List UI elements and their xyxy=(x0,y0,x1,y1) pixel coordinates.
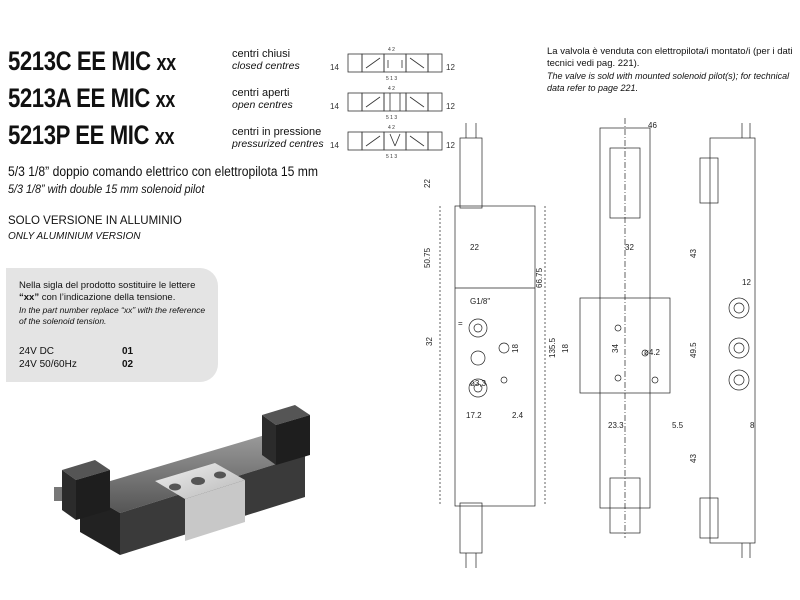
svg-text:12: 12 xyxy=(446,63,455,72)
side-view-left xyxy=(440,123,545,568)
dim-hole-33: ø3,3 xyxy=(470,379,487,388)
pilot-note: La valvola è venduta con elettropilota/i montato/i (per i dati tecnici vedi pag. 221). The valve is sold with mounted solenoid pilot(s); for technical data refer to page 221. xyxy=(547,46,793,93)
dim-8: 8 xyxy=(750,421,755,430)
model-title-c: 5213C EE MIC xx xyxy=(8,46,176,76)
valve-symbol-open xyxy=(330,86,455,121)
infobox-text-it: Nella sigla del prodotto sostituire le lettere “xx” con l’indicazione della tensione. xyxy=(19,280,196,303)
svg-text:12: 12 xyxy=(446,141,455,150)
svg-text:14: 14 xyxy=(330,102,339,111)
valve-symbol-closed xyxy=(330,47,455,82)
svg-text:5 1 3: 5 1 3 xyxy=(386,115,398,121)
infobox-text-en: In the part number replace “xx” with the reference of the solenoid tension. xyxy=(19,305,206,326)
description-it: 5/3 1/8” doppio comando elettrico con elettropilota 15 mm xyxy=(8,164,319,179)
dim-18-left: 18 xyxy=(511,344,520,353)
dim-thread: G1/8" xyxy=(470,297,491,306)
voltage-code-ac: 02 xyxy=(122,359,134,370)
voltage-info-box xyxy=(6,268,218,382)
svg-text:5 1 3: 5 1 3 xyxy=(386,154,398,158)
dim-22-body: 22 xyxy=(470,243,479,252)
dim-hole-42: ø4.2 xyxy=(644,348,661,357)
valve-product-image xyxy=(40,395,330,585)
dim-32-left: 32 xyxy=(425,337,434,346)
dim-66-75: 66.75 xyxy=(535,267,544,288)
dim-top-width: 46 xyxy=(648,121,657,130)
dim-5-5: 5.5 xyxy=(672,421,684,430)
dim-18-mid: 18 xyxy=(561,344,570,353)
dim-23-3: 23.3 xyxy=(608,421,624,430)
model-title-a: 5213A EE MIC xx xyxy=(8,83,175,113)
svg-text:4 2: 4 2 xyxy=(388,125,395,131)
description-en: 5/3 1/8” with double 15 mm solenoid pilot xyxy=(8,182,205,196)
side-view-right xyxy=(700,123,755,558)
voltage-label-ac: 24V 50/60Hz xyxy=(19,359,77,370)
dim-22-left: 22 xyxy=(423,179,432,188)
svg-text:14: 14 xyxy=(330,141,339,150)
dimension-drawings xyxy=(400,118,798,596)
dim-43-bot: 43 xyxy=(689,454,698,463)
dim-12: 12 xyxy=(742,278,751,287)
centre-label-a: centri aperti open centres xyxy=(232,87,293,111)
voltage-label-dc: 24V DC xyxy=(19,346,55,357)
dim-2-4: 2.4 xyxy=(512,411,524,420)
dim-32-mid: 32 xyxy=(625,243,634,252)
svg-text:12: 12 xyxy=(446,102,455,111)
centre-label-p: centri in pressione pressurized centres xyxy=(232,126,324,150)
svg-text:14: 14 xyxy=(330,63,339,72)
svg-text:4 2: 4 2 xyxy=(388,47,395,53)
dim-eq-left: = xyxy=(458,319,463,328)
dim-34: 34 xyxy=(611,344,620,353)
svg-text:5 1 3: 5 1 3 xyxy=(386,76,398,82)
front-view-middle xyxy=(580,118,670,538)
centre-label-c: centri chiusi closed centres xyxy=(232,48,300,72)
dim-17-2: 17.2 xyxy=(466,411,482,420)
svg-text:4 2: 4 2 xyxy=(388,86,395,92)
dim-49-5: 49.5 xyxy=(689,342,698,358)
dim-135-5: 135.5 xyxy=(548,337,557,358)
voltage-code-dc: 01 xyxy=(122,346,134,357)
version-it: SOLO VERSIONE IN ALLUMINIO xyxy=(8,215,182,227)
dim-43-top: 43 xyxy=(689,249,698,258)
version-en: ONLY ALUMINIUM VERSION xyxy=(8,231,141,242)
dim-50-75: 50.75 xyxy=(423,247,432,268)
model-title-p: 5213P EE MIC xx xyxy=(8,120,175,150)
